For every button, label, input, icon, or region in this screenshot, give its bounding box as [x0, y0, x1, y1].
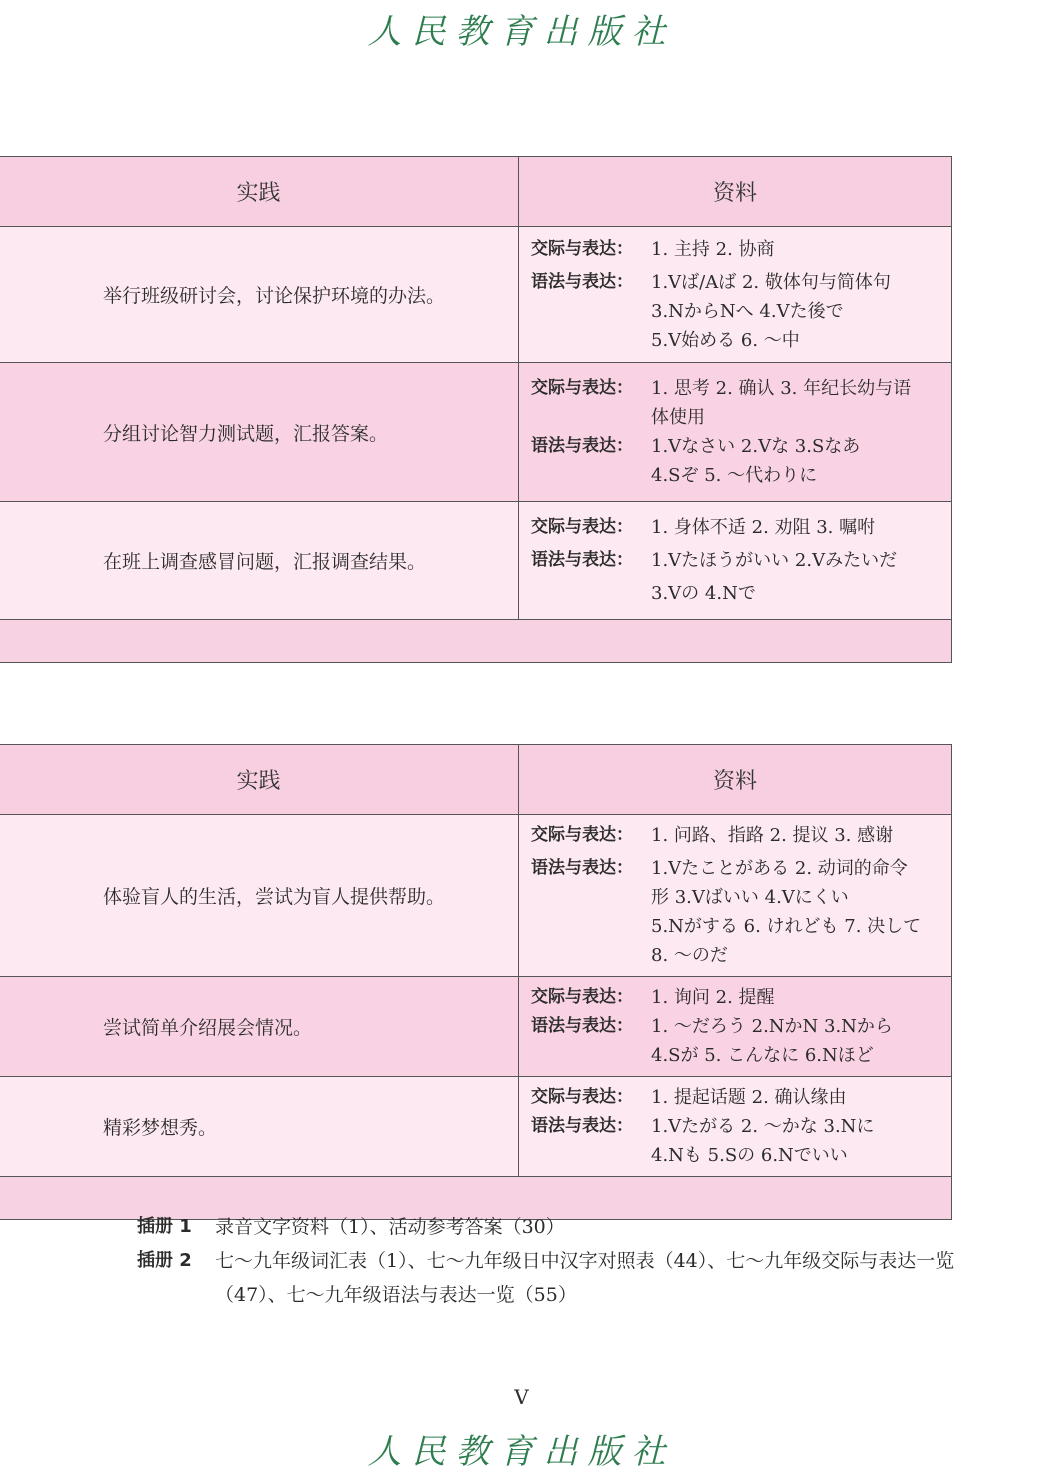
material-cell — [519, 502, 952, 620]
gram-text: 1. ～だろう 2.NかN 3.Nから — [651, 1016, 893, 1037]
publisher-logo: 人民教育出版社 — [367, 1432, 676, 1472]
page-number: V — [514, 1385, 529, 1409]
practice-cell: 精彩梦想秀。 — [0, 1077, 519, 1177]
comm-text: 体使用 — [651, 407, 705, 428]
gram-text: 1.Vば/Aば 2. 敬体句与简体句 — [651, 271, 891, 293]
comm-label: 交际与表达： — [531, 1087, 633, 1107]
publisher-logo: 人民教育出版社 — [367, 12, 676, 52]
unit-table-2 — [0, 744, 952, 1220]
gram-text: 1.Vたほうがいい 2.Vみたいだ — [651, 550, 898, 571]
material-cell — [519, 1077, 952, 1177]
comm-label: 交际与表达： — [531, 825, 633, 845]
insert-label: 插册 2 — [137, 1250, 192, 1271]
gram-text: 1.Vたことがある 2. 动词的命令 — [651, 858, 908, 879]
material-cell — [519, 363, 952, 502]
comm-label: 交际与表达： — [531, 987, 633, 1007]
gram-label: 语法与表达： — [531, 858, 633, 878]
practice-cell: 举行班级研讨会，讨论保护环境的办法。 — [0, 227, 519, 363]
gram-label: 语法与表达： — [531, 271, 633, 292]
comm-text: 1. 问路、指路 2. 提议 3. 感谢 — [651, 825, 894, 846]
gram-label: 语法与表达： — [531, 550, 633, 570]
table-row — [0, 227, 952, 363]
list-item — [137, 1210, 967, 1244]
comm-text: 1. 询问 2. 提醒 — [651, 987, 775, 1008]
gram-text: 4.Sが 5. こんなに 6.Nほど — [651, 1045, 874, 1066]
comm-text: 1. 提起话题 2. 确认缘由 — [651, 1087, 847, 1108]
gram-text: 3.Vの 4.Nで — [651, 583, 756, 604]
comm-label: 交际与表达： — [531, 238, 633, 259]
material-cell — [519, 815, 952, 977]
comm-text: 1. 身体不适 2. 劝阻 3. 嘱咐 — [651, 517, 876, 538]
gram-text: 4.Nも 5.Sの 6.Nでいい — [651, 1145, 848, 1166]
header-material: 资料 — [519, 157, 952, 227]
gram-text: 1.Vなさい 2.Vな 3.Sなあ — [651, 436, 861, 457]
table-row — [0, 502, 952, 620]
gram-label: 语法与表达： — [531, 436, 633, 456]
gram-text: 8. ～のだ — [651, 945, 728, 966]
gram-label: 语法与表达： — [531, 1116, 633, 1136]
comm-text: 1. 主持 2. 协商 — [651, 238, 775, 260]
header-material: 资料 — [519, 745, 952, 815]
practice-cell: 分组讨论智力测试题，汇报答案。 — [0, 363, 519, 502]
gram-text: 5.Nがする 6. けれども 7. 决して — [651, 916, 922, 937]
comm-text: 1. 思考 2. 确认 3. 年纪长幼与语 — [651, 378, 912, 399]
comm-label: 交际与表达： — [531, 517, 633, 537]
unit-table-1 — [0, 156, 952, 663]
insert-text: 录音文字资料（1）、活动参考答案（30） — [215, 1216, 565, 1238]
gram-text: 形 3.Vばいい 4.Vにくい — [651, 887, 849, 908]
gram-text: 4.Sぞ 5. ～代わりに — [651, 465, 818, 486]
table-row — [0, 363, 952, 502]
practice-cell: 体验盲人的生活，尝试为盲人提供帮助。 — [0, 815, 519, 977]
table-row — [0, 977, 952, 1077]
list-item — [137, 1244, 967, 1312]
table-row — [0, 1077, 952, 1177]
header-practice: 实践 — [0, 745, 519, 815]
gram-text: 3.NからNへ 4.Vた後で — [651, 300, 844, 322]
insert-label: 插册 1 — [137, 1216, 192, 1237]
header-practice: 实践 — [0, 157, 519, 227]
comm-label: 交际与表达： — [531, 378, 633, 398]
material-cell — [519, 227, 952, 363]
practice-cell: 在班上调查感冒问题，汇报调查结果。 — [0, 502, 519, 620]
table-row — [0, 815, 952, 977]
gram-text: 1.Vたがる 2. ～かな 3.Nに — [651, 1116, 875, 1137]
table-footer-row — [0, 620, 952, 663]
material-cell — [519, 977, 952, 1077]
insert-text: 七～九年级词汇表（1）、七～九年级日中汉字对照表（44）、七～九年级交际与表达一览（47）、七～九年级语法与表达一览（55） — [215, 1250, 955, 1306]
gram-label: 语法与表达： — [531, 1016, 633, 1036]
gram-text: 5.V始める 6. ～中 — [651, 329, 800, 351]
practice-cell: 尝试简单介绍展会情况。 — [0, 977, 519, 1077]
inserts-list — [137, 1210, 967, 1312]
